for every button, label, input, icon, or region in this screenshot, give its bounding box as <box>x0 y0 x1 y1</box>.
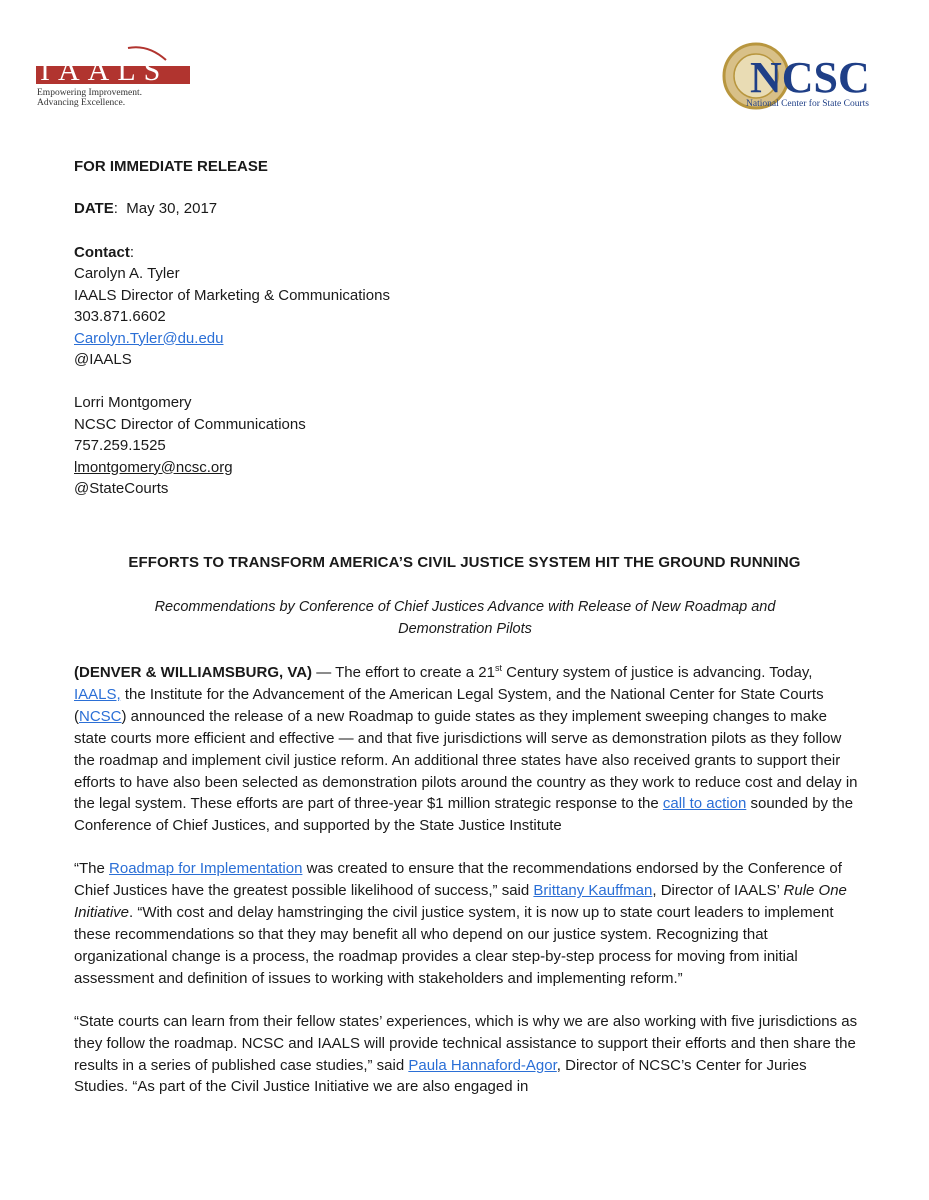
contact-title: NCSC Director of Communications <box>74 415 306 433</box>
release-notice: FOR IMMEDIATE RELEASE <box>74 158 268 175</box>
iaals-tagline-2: Advancing Excellence. <box>37 98 126 108</box>
iaals-wordmark: IAALS <box>40 54 169 87</box>
paula-hannaford-agor-link[interactable]: Paula Hannaford-Agor <box>408 1056 557 1074</box>
paragraph-2: “The Roadmap for Implementation was created to ensure that the recommendations endorsed by the Conference of Chief Justices have the greatest possible likelihood of success,” said Brittany Kauffman, Director of IAALS’ Rule One Initiative. “With cost and delay hamstringing the civil justice system, it is now up to state court leaders to implement these recommendations so that they may benefit all who depend on our justice system. Recognizing that organizational change is a process, the roadmap provides a clear step-by-step process for moving from initial assessment and definition of issues to working with stakeholders and implementing reform.” <box>74 860 847 987</box>
paragraph-1: (DENVER & WILLIAMSBURG, VA) — The effort to create a 21st Century system of justice is advancing. Today, IAALS, the Institute for the Advancement of the American Legal System, and the National Center for State Courts (NCSC) announced the release of a new Roadmap to guide states as they implement sweeping changes to make state courts more efficient and effective — and that five jurisdictions will serve as demonstration pilots as they follow the roadmap and implement civil justice reform. An additional three states have also received grants to support their efforts to have also been selected as demonstration pilots around the country as they work to reduce cost and delay in the legal system. These efforts are part of three-year $1 million strategic response to the call to action sounded by the Conference of Chief Justices, and supported by the State Justice Institute <box>74 663 858 835</box>
contact-email-link[interactable]: Carolyn.Tyler@du.edu <box>74 329 224 347</box>
iaals-tagline-1: Empowering Improvement. <box>37 88 143 98</box>
iaals-logo <box>36 44 196 108</box>
press-release-header <box>74 158 858 500</box>
ncsc-logo <box>722 40 897 112</box>
contact-email-link[interactable]: lmontgomery@ncsc.org <box>74 458 233 476</box>
contact-name: Carolyn A. Tyler <box>74 265 180 282</box>
contact-iaals <box>74 263 858 371</box>
contact-ncsc <box>74 392 858 500</box>
contact-handle: @IAALS <box>74 351 132 368</box>
brittany-kauffman-link[interactable]: Brittany Kauffman <box>533 882 653 900</box>
contact-name: Lorri Montgomery <box>74 394 192 411</box>
contact-handle: @StateCourts <box>74 480 169 497</box>
ncsc-subtitle: National Center for State Courts <box>746 99 869 109</box>
contact-title: IAALS Director of Marketing & Communications <box>74 286 390 304</box>
ncsc-wordmark: NCSC <box>750 53 870 102</box>
roadmap-link[interactable]: Roadmap for Implementation <box>109 860 303 878</box>
contact-phone: 757.259.1525 <box>74 437 166 454</box>
paragraph-3: “State courts can learn from their fellow states’ experiences, which is why we are also working with five jurisdictions as they follow the roadmap. NCSC and IAALS will provide technical assistance to support their efforts and then share the results in a series of published case studies,” said Paula Hannaford-Agor, Director of NCSC’s Center for Juries Studies. “As part of the Civil Justice Initiative we are also engaged in <box>74 1012 858 1096</box>
date-label: DATE <box>74 200 114 217</box>
iaals-link[interactable]: IAALS, <box>74 685 121 703</box>
release-body <box>74 662 858 1119</box>
call-to-action-link[interactable]: call to action <box>662 795 747 813</box>
date-value: May 30, 2017 <box>126 200 218 217</box>
ncsc-link[interactable]: NCSC <box>79 707 122 725</box>
contact-phone: 303.871.6602 <box>74 308 166 325</box>
headline: EFFORTS TO TRANSFORM AMERICA’S CIVIL JUSTICE SYSTEM HIT THE GROUND RUNNING <box>128 554 801 571</box>
subheadline: Recommendations by Conference of Chief Justices Advance with Release of New Roadmap and Demonstration Pilots <box>154 599 776 637</box>
dateline: (DENVER & WILLIAMSBURG, VA) <box>74 664 313 681</box>
date-line: DATE: May 30, 2017 <box>74 200 218 217</box>
contact-heading: Contact: <box>74 243 135 261</box>
